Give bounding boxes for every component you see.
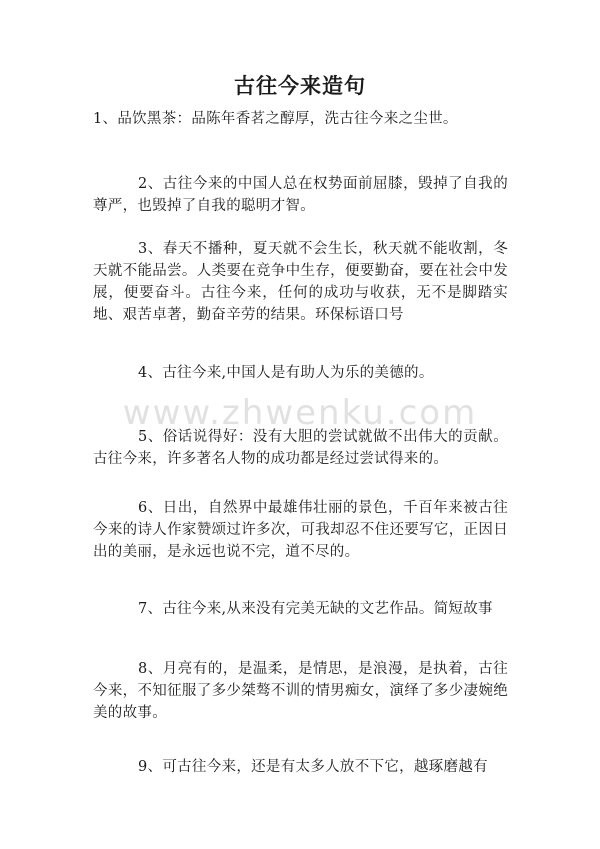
paragraph-9: 9、可古往今来，还是有太多人放不下它，越琢磨越有 <box>138 759 488 775</box>
watermark: www.zhwenku.com <box>122 393 478 433</box>
paragraph-2: 2、古往今来的中国人总在权势面前屈膝，毁掉了自我的尊严，也毁掉了自我的聪明才智。 <box>93 176 508 214</box>
paragraph-1: 1、品饮黑茶：品陈年香茗之醇厚，洗古往今来之尘世。 <box>93 111 458 127</box>
paragraph-3: 3、春天不播种，夏天就不会生长，秋天就不能收割，冬天就不能品尝。人类要在竞争中生存，便要勤奋，要在社会中发展，便要奋斗。古往今来，任何的成功与收获，无不是脚踏实地、艰苦卓著，勤奋辛劳的结果。环保标语口号 <box>93 241 508 323</box>
paragraph-4: 4、古往今来,中国人是有助人为乐的美德的。 <box>138 365 434 381</box>
paragraph-5: 5、俗话说得好：没有大胆的尝试就做不出伟大的贡献。古往今来，许多著名人物的成功都是经过尝试得来的。 <box>93 429 508 467</box>
paragraph-8: 8、月亮有的，是温柔，是情思，是浪漫，是执着，古往今来，不知征服了多少桀骜不训的情男痴女，演绎了多少凄婉绝美的故事。 <box>93 661 508 721</box>
paragraph-6: 6、日出，自然界中最雄伟壮丽的景色，千百年来被古往今来的诗人作家赞颂过许多次，可我却忍不住还要写它，正因日出的美丽，是永远也说不完，道不尽的。 <box>93 500 508 560</box>
document-title: 古往今来造句 <box>234 73 366 98</box>
paragraph-7: 7、古往今来,从来没有完美无缺的文艺作品。简短故事 <box>138 601 493 617</box>
